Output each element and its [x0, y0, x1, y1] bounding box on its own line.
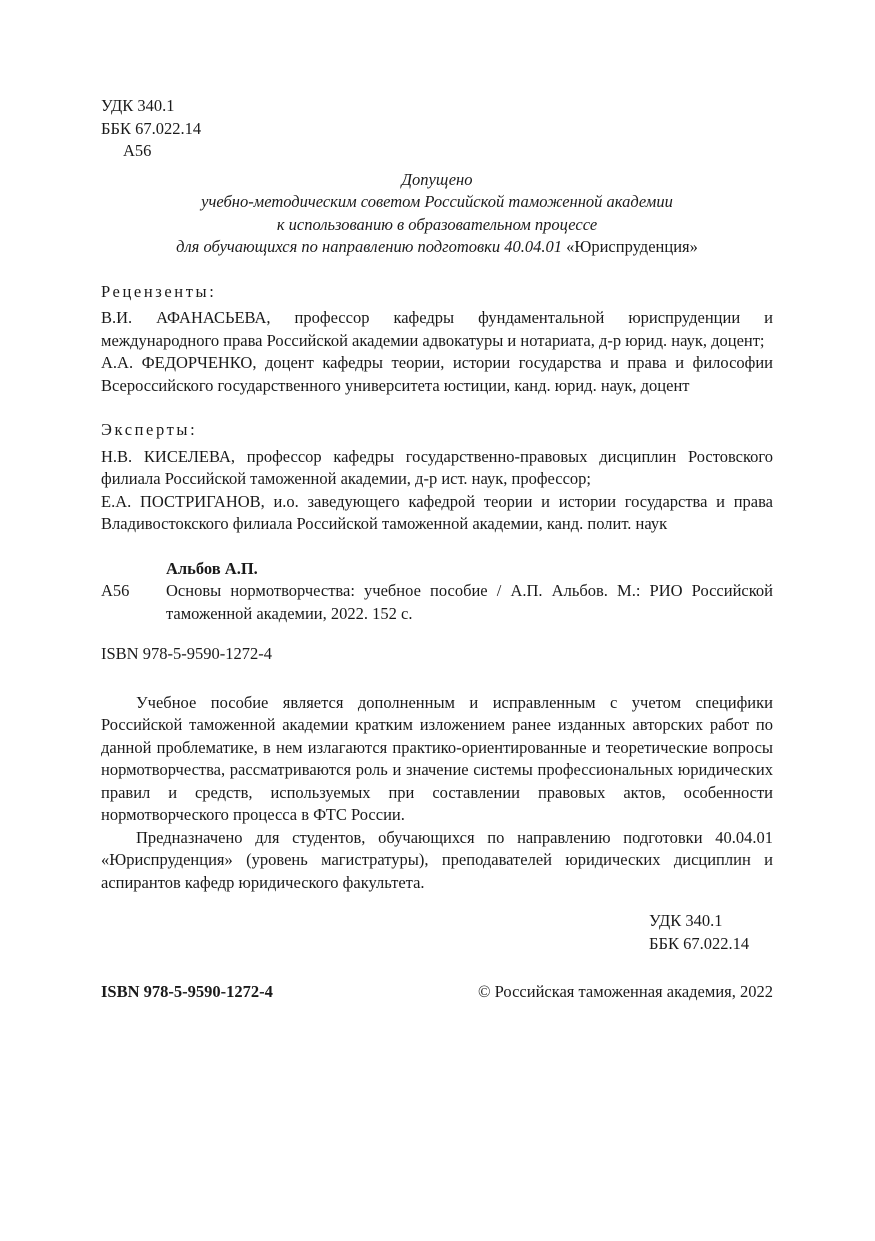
experts-section — [101, 419, 773, 536]
catalog-description: Основы нормотворчества: учебное пособие / А.П. Альбов. М.: РИО Российской таможенной академии, 2022. 152 с. — [166, 581, 773, 623]
reviewers-section — [101, 281, 773, 398]
reviewer-entry: В.И. АФАНАСЬЕВА, профессор кафедры фундаментальной юриспруденции и международного права Российской академии адвокатуры и нотариата, д-р юрид. наук, доцент; — [101, 308, 773, 350]
author-sign: А56 — [123, 141, 152, 160]
reviewer-entry: А.А. ФЕДОРЧЕНКО, доцент кафедры теории, истории государства и права и философии Всероссийского государственного университета юстиции, канд. юрид. наук, доцент — [101, 353, 773, 395]
bbk-code: ББК 67.022.14 — [101, 118, 202, 138]
classification-codes — [101, 95, 773, 163]
catalog-author: Альбов А.П. — [166, 558, 258, 578]
isbn-line: ISBN 978-5-9590-1272-4 — [101, 644, 272, 663]
document-page — [101, 95, 773, 1004]
footer-udk-code: УДК 340.1 — [649, 911, 723, 930]
approval-block — [101, 169, 773, 259]
experts-label: Эксперты: — [101, 420, 198, 439]
approval-line-3: к использованию в образовательном процессе — [276, 214, 598, 234]
footer — [101, 981, 773, 1004]
expert-entry: Н.В. КИСЕЛЕВА, профессор кафедры государственно-правовых дисциплин Ростовского филиала Российской таможенной академии, д-р ист. наук, профессор; — [101, 446, 773, 488]
abstract-paragraph-2: Предназначено для студентов, обучающихся по направлению подготовки 40.04.01 «Юриспруденция» (уровень магистратуры), преподавателей юридических дисциплин и аспирантов кафедр юридического факультета. — [101, 827, 773, 892]
udk-code: УДК 340.1 — [101, 96, 175, 115]
footer-isbn: ISBN 978-5-9590-1272-4 — [101, 982, 273, 1001]
approval-line-4-italic: для обучающихся по направлению подготовки 40.04.01 — [176, 237, 562, 256]
approval-line-4-program: «Юриспруденция» — [562, 237, 698, 256]
catalog-record — [101, 558, 773, 626]
copyright: © Российская таможенная академия, 2022 — [478, 982, 773, 1001]
approval-line-4 — [101, 236, 773, 259]
reviewers-label: Рецензенты: — [101, 281, 217, 301]
approval-line-2: учебно-методическим советом Российской таможенной академии — [201, 192, 673, 211]
approval-line-1: Допущено — [401, 169, 473, 189]
expert-entry: Е.А. ПОСТРИГАНОВ, и.о. заведующего кафедрой теории и истории государства и права Владивостокского филиала Российской таможенной академии, канд. полит. наук — [101, 491, 773, 533]
abstract — [101, 692, 773, 895]
abstract-paragraph-1: Учебное пособие является дополненным и исправленным с учетом специфики Российской таможенной академии кратким изложением ранее изданных авторских работ по данной проблематике, в нем излагаются практико-ориентированные и теоретические вопросы нормотворчества, рассматриваются роль и значение системы профессиональных юридических правил и средств, используемых при составлении правовых актов, особенности нормотворческого процесса в ФТС России. — [101, 692, 773, 824]
footer-bbk-code: ББК 67.022.14 — [649, 933, 750, 953]
catalog-code: А56 — [101, 581, 130, 600]
footer-classification-codes — [649, 910, 773, 955]
